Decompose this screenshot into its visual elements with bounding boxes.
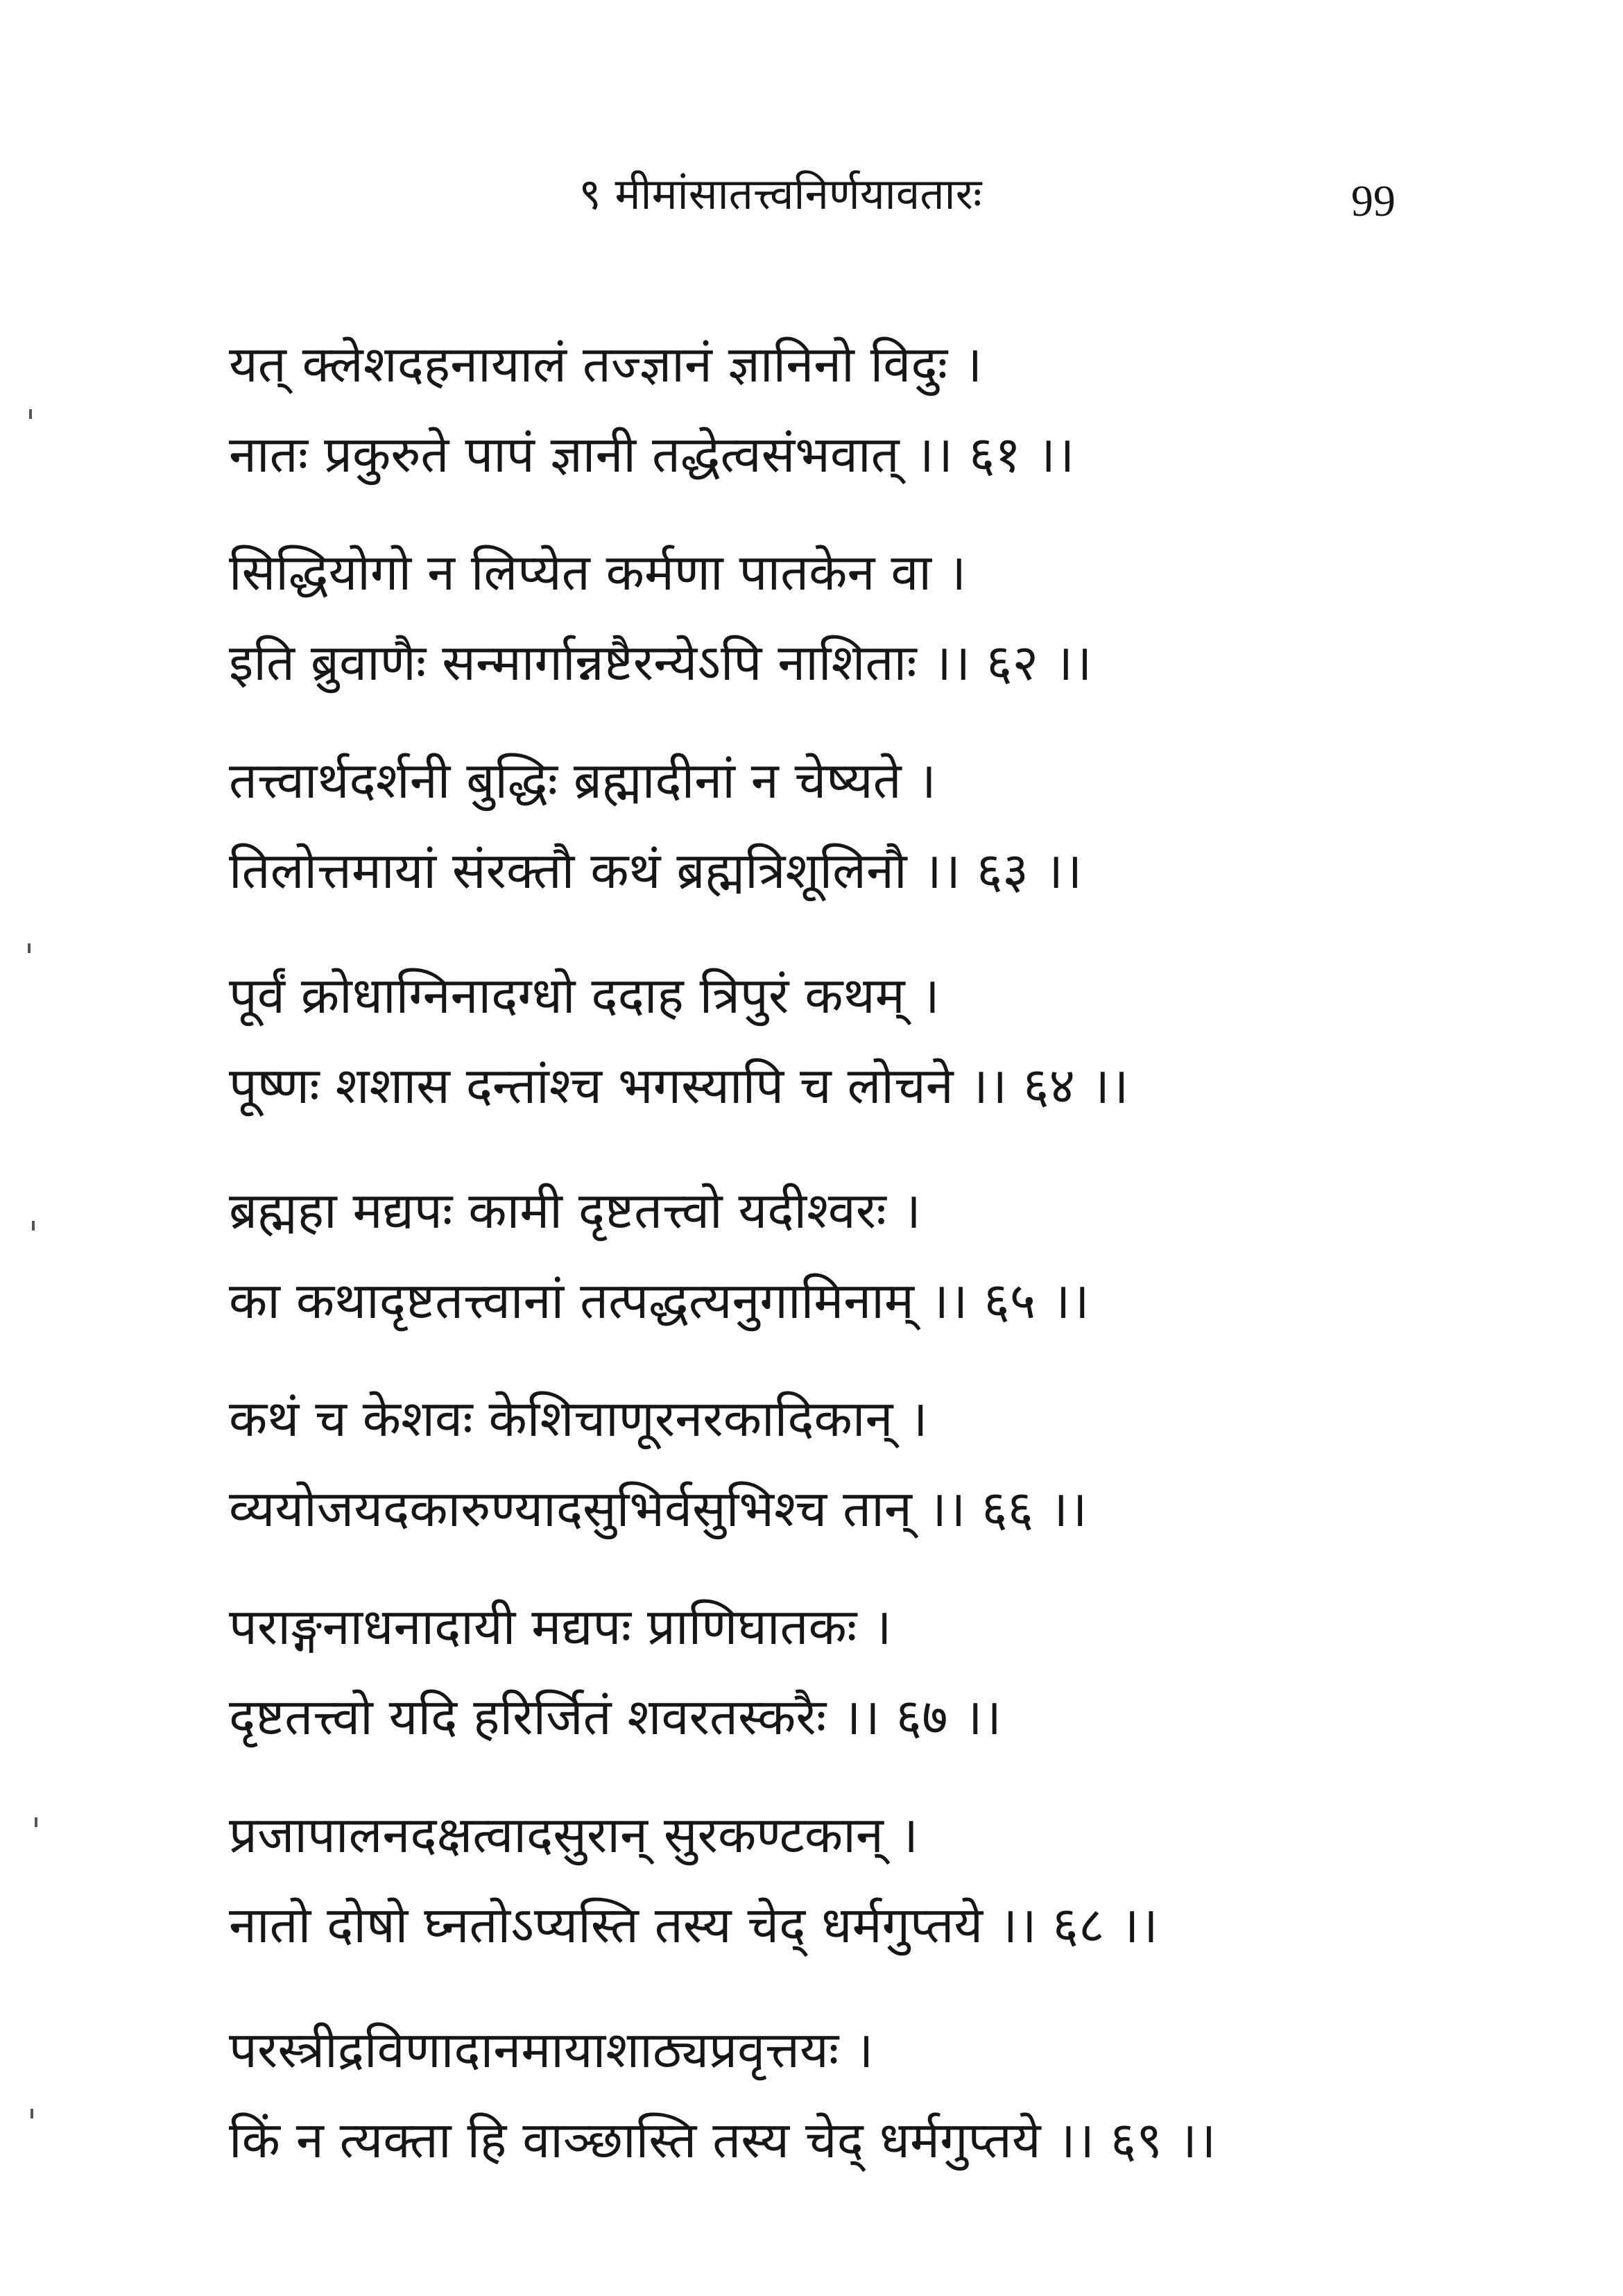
page-number: 99 <box>1351 176 1396 225</box>
verse-line: प्रजापालनदक्षत्वादसुरान् सुरकण्टकान् । <box>229 1806 919 1864</box>
scan-speck <box>35 1817 37 1827</box>
verse-line: तत्त्वार्थदर्शनी बुद्धिः ब्रह्मादीनां न चेष्यते । <box>229 751 936 809</box>
verse-68 <box>229 1797 1477 1963</box>
scan-speck <box>29 409 32 419</box>
verse-65 <box>229 1172 1477 1339</box>
verse-line: का कथादृष्टतत्त्वानां तत्पद्धत्यनुगामिनाम् ।। ६५ ।। <box>229 1271 1090 1330</box>
verse-69 <box>229 2012 1477 2178</box>
verse-line: ब्रह्महा मद्यपः कामी दृष्टतत्त्वो यदीश्वरः । <box>229 1181 921 1240</box>
scan-speck <box>31 2109 33 2118</box>
verse-66 <box>229 1380 1477 1547</box>
running-header-title: ९ मीमांसातत्त्वनिर्णयावतारः <box>578 169 982 219</box>
verse-61 <box>229 326 1477 492</box>
verse-line: नातो दोषो घ्नतोऽप्यस्ति तस्य चेद् धर्मगुप्तये ।। ६८ ।। <box>229 1896 1158 1954</box>
verse-line: किं न त्यक्ता हि वाञ्छास्ति तस्य चेद् धर्मगुप्तये ।। ६९ ।। <box>229 2111 1217 2169</box>
verse-67 <box>229 1588 1477 1755</box>
scan-speck <box>32 1221 35 1231</box>
verse-62 <box>229 534 1477 701</box>
verse-line: तिलोत्तमायां संरक्तौ कथं ब्रह्मत्रिशूलिनौ ।। ६३ ।। <box>229 841 1083 900</box>
scan-speck <box>28 943 31 953</box>
verse-line: नातः प्रकुरुते पापं ज्ञानी तद्धेत्वसंभवात् ।। ६१ ।। <box>229 425 1075 483</box>
verse-line: इति ब्रुवाणैः सन्मार्गान्नष्टैरन्येऽपि नाशिताः ।। ६२ ।। <box>229 633 1092 692</box>
verse-line: पूर्वं क्रोधाग्निनादग्धो ददाह त्रिपुरं कथम् । <box>229 966 940 1025</box>
verse-line: परस्त्रीद्रविणादानमायाशाठ्यप्रवृत्तयः । <box>229 2021 874 2079</box>
verse-line: यत् क्लेशदहनायालं तज्ज्ञानं ज्ञानिनो विदुः । <box>229 335 983 393</box>
verse-line: पूष्णः शशास दन्तांश्च भगस्यापि च लोचने ।। ६४ ।। <box>229 1056 1129 1115</box>
verse-line: व्ययोजयदकारुण्यादसुभिर्वसुभिश्च तान् ।। ६६ ।। <box>229 1480 1088 1538</box>
verse-line: सिद्धियोगो न लिप्येत कर्मणा पातकेन वा । <box>229 543 967 601</box>
verse-64 <box>229 957 1477 1124</box>
verse-63 <box>229 742 1477 909</box>
verse-line: दृष्टतत्त्वो यदि हरिर्जितं शवरतस्करैः ।। ६७ ।। <box>229 1688 1002 1746</box>
verse-line: कथं च केशवः केशिचाणूरनरकादिकान् । <box>229 1389 928 1448</box>
verse-line: पराङ्गनाधनादायी मद्यपः प्राणिघातकः । <box>229 1597 892 1656</box>
